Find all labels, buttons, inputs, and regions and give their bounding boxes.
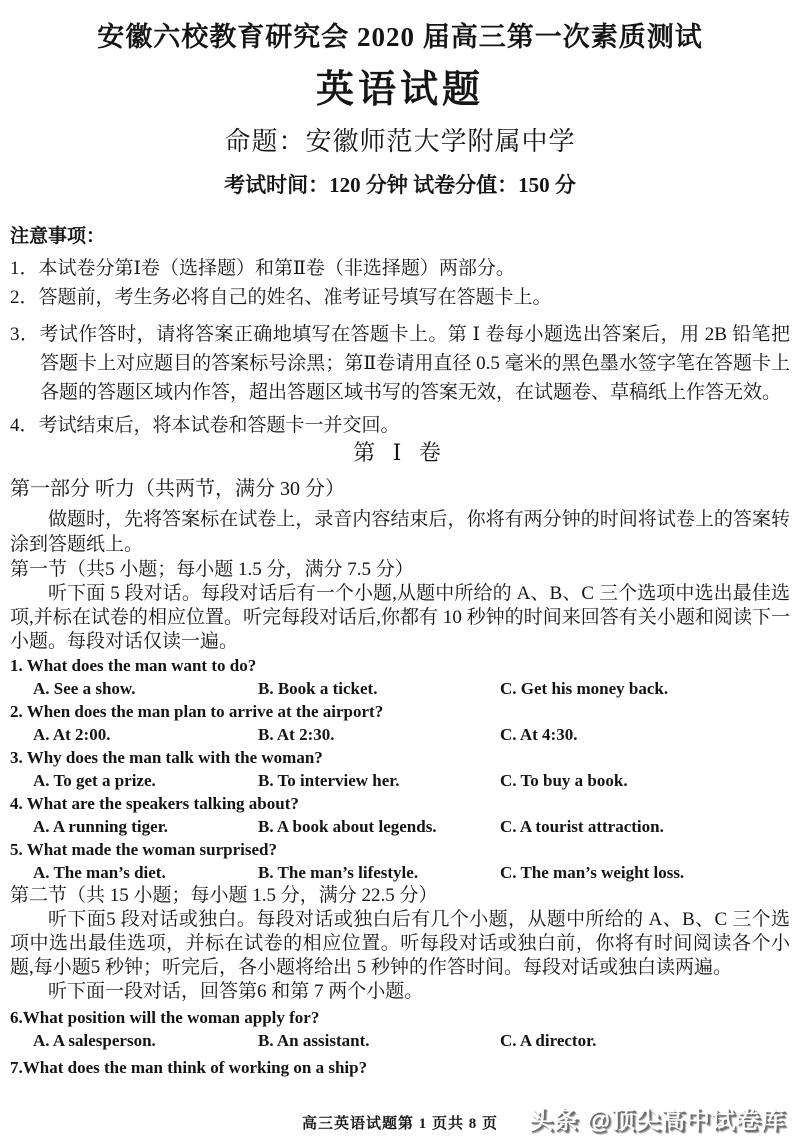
question-4-options xyxy=(10,815,790,838)
watermark-text: 头条 @顶尖高中试卷库 xyxy=(528,1107,786,1134)
question-5-options xyxy=(10,861,790,884)
question-3-option-c: C. To buy a book. xyxy=(500,771,628,790)
question-2-option-b: B. At 2:30. xyxy=(258,725,335,744)
question-3-option-b: B. To interview her. xyxy=(258,771,400,790)
question-2 xyxy=(10,700,790,746)
question-5-option-a: A. The man’s diet. xyxy=(33,863,166,882)
question-2-option-c: C. At 4:30. xyxy=(500,725,578,744)
section2-dialogue-prompt: 听下面一段对话，回答第6 和第 7 两个小题。 xyxy=(48,981,424,1002)
question-1-text: 1. What does the man want to do? xyxy=(10,656,257,675)
question-2-option-a: A. At 2:00. xyxy=(33,725,111,744)
notices-heading: 注意事项： xyxy=(10,226,106,247)
question-1-options xyxy=(10,677,790,700)
notice-item-2: 2．答题前，考生务必将自己的姓名、准考证号填写在答题卡上。 xyxy=(10,287,552,308)
question-4-option-b: B. A book about legends. xyxy=(258,817,437,836)
question-6-options xyxy=(10,1029,790,1052)
question-4-text: 4. What are the speakers talking about? xyxy=(10,794,299,813)
question-1-option-c: C. Get his money back. xyxy=(500,679,669,698)
question-3-text: 3. Why does the man talk with the woman? xyxy=(10,748,323,767)
question-6-text: 6.What position will the woman apply for? xyxy=(10,1008,320,1027)
question-6 xyxy=(10,1006,790,1052)
question-2-options xyxy=(10,723,790,746)
notice-item-1: 1．本试卷分第Ⅰ卷（选择题）和第Ⅱ卷（非选择题）两部分。 xyxy=(10,258,515,279)
question-4-option-a: A. A running tiger. xyxy=(33,817,168,836)
question-4 xyxy=(10,792,790,838)
exam-info-line: 考试时间：120 分钟 试卷分值：150 分 xyxy=(224,173,576,197)
proposer-line: 命题：安徽师范大学附属中学 xyxy=(224,127,576,156)
question-5 xyxy=(10,838,790,884)
volume-title: 第 Ⅰ 卷 xyxy=(353,440,447,465)
page-number-footer: 高三英语试题第 1 页共 8 页 xyxy=(301,1116,498,1132)
question-1-option-b: B. Book a ticket. xyxy=(258,679,378,698)
question-1 xyxy=(10,654,790,700)
question-5-text: 5. What made the woman surprised? xyxy=(10,840,277,859)
question-6-option-b: B. An assistant. xyxy=(258,1031,370,1050)
question-4-option-c: C. A tourist attraction. xyxy=(500,817,664,836)
notice-item-4: 4．考试结束后，将本试卷和答题卡一并交回。 xyxy=(10,415,400,436)
question-5-option-b: B. The man’s lifestyle. xyxy=(258,863,419,882)
exam-session-title: 安徽六校教育研究会 2020 届高三第一次素质测试 xyxy=(97,22,703,52)
section2-instructions: 听下面5 段对话或独白。每段对话或独白后有几个小题，从题中所给的 A、B、C 三个选项中选出最佳选项，并标在试卷的相应位置。听每段对话或独白前，你将有时间阅读各个小题,每小题5 秒钟；听完后，各小题将给出 5 秒钟的作答时间。每段对话或独白读两遍。 xyxy=(10,909,790,978)
question-5-option-c: C. The man’s weight loss. xyxy=(500,863,685,882)
question-1-option-a: A. See a show. xyxy=(33,679,136,698)
question-3-option-a: A. To get a prize. xyxy=(33,771,156,790)
section1-instructions: 听下面 5 段对话。每段对话后有一个小题,从题中所给的 A、B、C 三个选项中选出最佳选项,并标在试卷的相应位置。听完每段对话后,你都有 10 秒钟的时间来回答有关小题和阅读下一小题。每段对话仅读一遍。 xyxy=(10,583,790,652)
part1-title: 第一部分 听力（共两节，满分 30 分） xyxy=(10,478,345,500)
notice-item-3: 3．考试作答时，请将答案正确地填写在答题卡上。第 Ⅰ 卷每小题选出答案后，用 2B 铅笔把答题卡上对应题目的答案标号涂黑；第Ⅱ卷请用直径 0.5 毫米的黑色墨水签字笔在答题卡上各题的答题区域内作答，超出答题区域书写的答案无效，在试题卷、草稿纸上作答无效。 xyxy=(10,324,790,403)
question-3-options xyxy=(10,769,790,792)
paper-title: 英语试题 xyxy=(315,69,484,111)
question-3 xyxy=(10,746,790,792)
part1-intro: 做题时，先将答案标在试卷上，录音内容结束后，你将有两分钟的时间将试卷上的答案转涂到答题纸上。 xyxy=(10,509,790,555)
question-6-option-a: A. A salesperson. xyxy=(33,1031,156,1050)
question-7 xyxy=(10,1056,790,1079)
notices-section xyxy=(10,224,790,440)
question-6-option-c: C. A director. xyxy=(500,1031,597,1050)
question-7-text: 7.What does the man think of working on a ship? xyxy=(10,1058,368,1077)
section1-title: 第一节（共5 小题；每小题 1.5 分，满分 7.5 分） xyxy=(10,559,414,580)
question-2-text: 2. When does the man plan to arrive at the airport? xyxy=(10,702,384,721)
section2-title: 第二节（共 15 小题；每小题 1.5 分，满分 22.5 分） xyxy=(10,885,438,906)
